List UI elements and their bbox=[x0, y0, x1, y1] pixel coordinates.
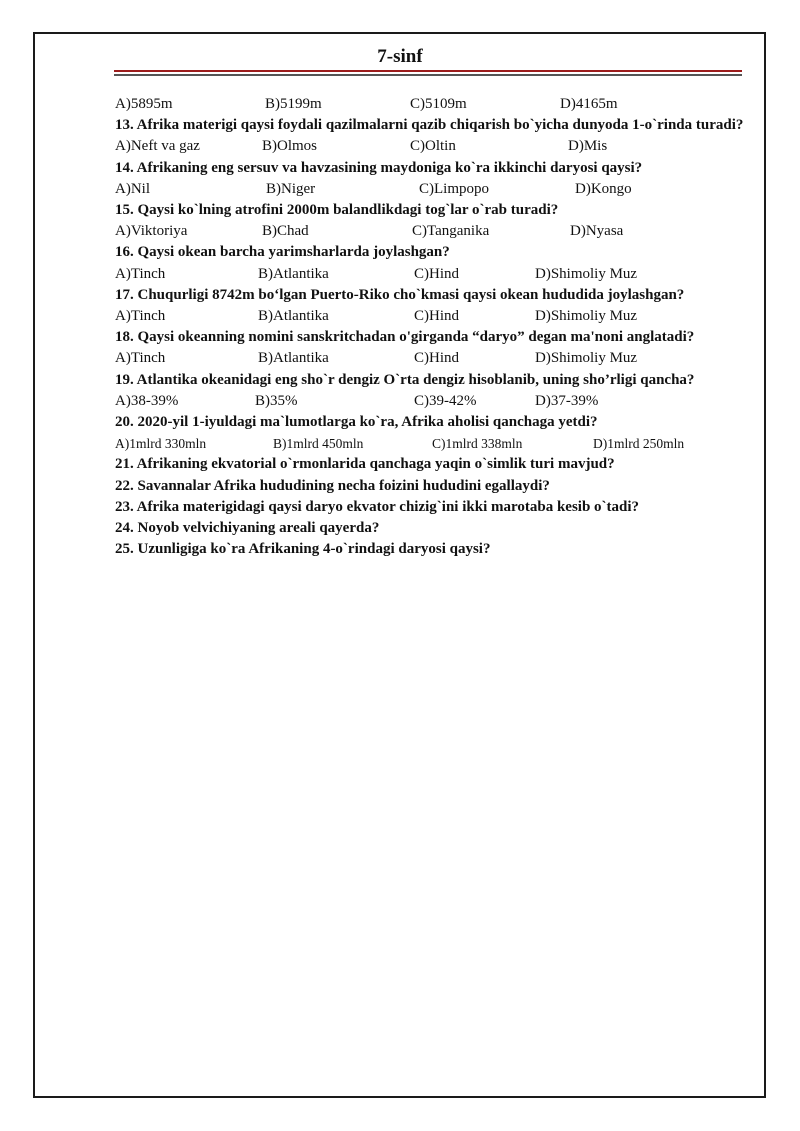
option-b: B)Chad bbox=[262, 223, 309, 240]
option-a: A)Tinch bbox=[115, 265, 166, 282]
option-d: D)Shimoliy Muz bbox=[535, 307, 638, 324]
option-a: A)Nil bbox=[115, 180, 150, 197]
question-text: 25. Uzunligiga ko`ra Afrikaning 4-o`rindagi daryosi qaysi? bbox=[115, 541, 491, 558]
option-a: A)5895m bbox=[115, 96, 173, 112]
page-title: 7-sinf bbox=[377, 46, 423, 67]
question-text: 17. Chuqurligi 8742m bo‘lgan Puerto-Riko cho`kmasi qaysi okean hududida joylashgan? bbox=[115, 286, 685, 303]
option-a: A)38-39% bbox=[115, 392, 179, 409]
option-d: D)Nyasa bbox=[570, 223, 624, 240]
question-text: 23. Afrika materigidagi qaysi daryo ekvator chizig`ini ikki marotaba kesib o`tadi? bbox=[115, 498, 640, 515]
question-text: 18. Qaysi okeanning nomini sanskritchadan o'girganda “daryo” degan ma'noni anglatadi? bbox=[115, 329, 695, 346]
option-a: A)1mlrd 330mln bbox=[115, 436, 207, 452]
question-text: 15. Qaysi ko`lning atrofini 2000m balandlikdagi tog`lar o`rab turadi? bbox=[115, 201, 559, 218]
option-d: D)Kongo bbox=[575, 180, 632, 197]
option-c: C)Hind bbox=[414, 350, 459, 367]
option-b: B)Olmos bbox=[262, 138, 318, 155]
option-d: D)Mis bbox=[568, 138, 608, 155]
question-text: 16. Qaysi okean barcha yarimsharlarda joylashgan? bbox=[115, 244, 450, 261]
option-b: B)5199m bbox=[265, 96, 322, 112]
option-a: A)Neft va gaz bbox=[115, 138, 200, 155]
option-c: C)Tanganika bbox=[412, 223, 490, 240]
option-c: C)Hind bbox=[414, 307, 459, 324]
option-c: C)Hind bbox=[414, 265, 459, 282]
question-text: 21. Afrikaning ekvatorial o`rmonlarida qanchaga yaqin o`simlik turi mavjud? bbox=[115, 456, 615, 473]
option-b: B)Atlantika bbox=[258, 350, 329, 367]
answer-options bbox=[115, 179, 745, 200]
answer-options bbox=[115, 136, 745, 157]
option-b: B)Atlantika bbox=[258, 265, 329, 282]
question-text: 19. Atlantika okeanidagi eng sho`r dengiz O`rta dengiz hisoblanib, uning sho’rligi qancha? bbox=[115, 371, 695, 388]
option-d: D)Shimoliy Muz bbox=[535, 265, 638, 282]
answer-options bbox=[115, 94, 745, 115]
answer-options bbox=[115, 306, 745, 327]
option-b: B)Niger bbox=[266, 180, 316, 197]
option-a: A)Viktoriya bbox=[115, 223, 188, 240]
option-b: B)35% bbox=[255, 392, 298, 409]
option-c: C)39-42% bbox=[414, 392, 477, 409]
question-list bbox=[115, 94, 745, 560]
answer-options bbox=[115, 391, 745, 412]
option-c: C)Limpopo bbox=[419, 180, 489, 197]
header-rule-red bbox=[114, 70, 742, 72]
option-b: B)Atlantika bbox=[258, 307, 329, 324]
option-a: A)Tinch bbox=[115, 307, 166, 324]
answer-options bbox=[115, 433, 745, 454]
option-d: D)4165m bbox=[560, 96, 618, 112]
answer-options bbox=[115, 264, 745, 285]
option-b: B)1mlrd 450mln bbox=[273, 436, 364, 452]
option-d: D)37-39% bbox=[535, 392, 599, 409]
option-c: C)1mlrd 338mln bbox=[432, 436, 523, 452]
question-text: 20. 2020-yil 1-iyuldagi ma`lumotlarga ko`ra, Afrika aholisi qanchaga yetdi? bbox=[115, 413, 598, 430]
option-a: A)Tinch bbox=[115, 350, 166, 367]
question-text: 13. Afrika materigi qaysi foydali qazilmalarni qazib chiqarish bo`yicha dunyoda 1-o`rinda turadi? bbox=[115, 117, 744, 134]
option-c: C)Oltin bbox=[410, 138, 456, 155]
question-text: 22. Savannalar Afrika hududining necha foizini hududini egallaydi? bbox=[115, 477, 550, 494]
question-text: 24. Noyob velvichiyaning areali qayerda? bbox=[115, 519, 380, 536]
header-rule-gray bbox=[114, 74, 742, 76]
answer-options bbox=[115, 221, 745, 242]
question-text: 14. Afrikaning eng sersuv va havzasining maydoniga ko`ra ikkinchi daryosi qaysi? bbox=[115, 159, 643, 176]
option-c: C)5109m bbox=[410, 96, 467, 112]
answer-options bbox=[115, 348, 745, 369]
option-d: D)1mlrd 250mln bbox=[593, 436, 685, 452]
option-d: D)Shimoliy Muz bbox=[535, 350, 638, 367]
